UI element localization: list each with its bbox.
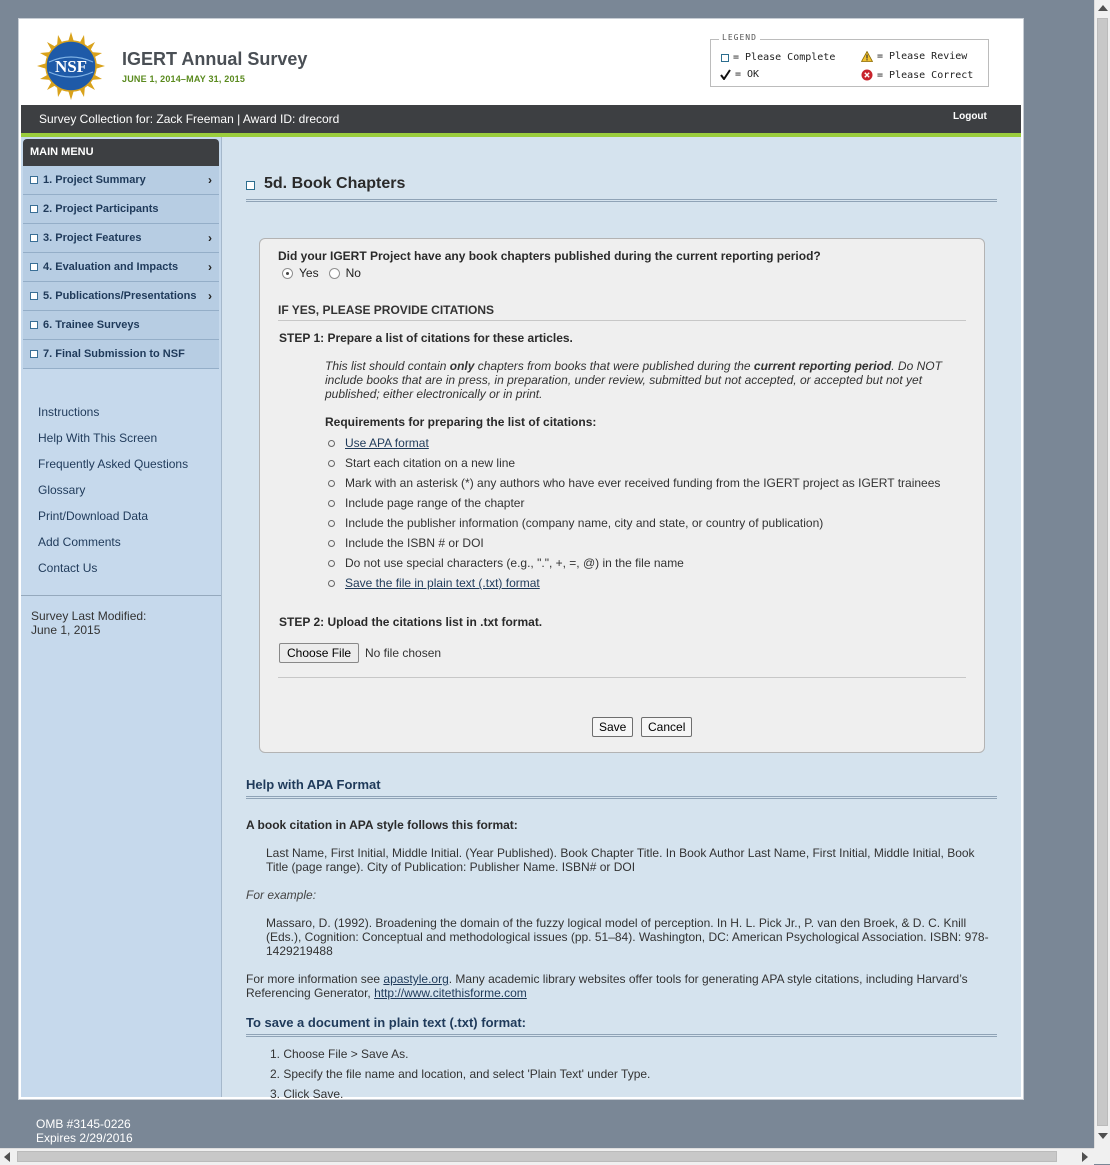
help-apa-subtitle: A book citation in APA style follows this format: xyxy=(246,818,518,832)
status-checkbox-icon xyxy=(30,205,38,213)
link-add-comments[interactable]: Add Comments xyxy=(38,535,121,549)
main-menu xyxy=(23,166,219,369)
requirements-list xyxy=(328,433,940,593)
status-checkbox-icon xyxy=(30,321,38,329)
requirements-heading: Requirements for preparing the list of citations: xyxy=(325,415,597,429)
sidebar xyxy=(21,137,222,1097)
main-content xyxy=(222,137,1021,1101)
bullet-icon xyxy=(328,560,335,567)
legend xyxy=(710,33,989,87)
divider xyxy=(278,677,966,678)
citation-instructions: This list should contain only chapters from books that were published during the current reporting period. Do NOT include books that are in press, in preparation, under review, submitted but not accepted, or accepted but not yet published; either electronically or in print. xyxy=(325,359,942,401)
book-chapters-form xyxy=(259,238,985,753)
link-faq[interactable]: Frequently Asked Questions xyxy=(38,457,189,471)
legend-please-complete-label: = Please Complete xyxy=(733,52,836,63)
survey-period: JUNE 1, 2014–MAY 31, 2015 xyxy=(122,74,246,84)
chevron-right-icon: › xyxy=(208,289,212,303)
status-checkbox-icon xyxy=(30,292,38,300)
link-help-with-this-screen[interactable]: Help With This Screen xyxy=(38,431,158,445)
cancel-button[interactable]: Cancel xyxy=(641,717,692,737)
menu-item-label: 6. Trainee Surveys xyxy=(43,319,140,331)
chevron-right-icon: › xyxy=(208,173,212,187)
scroll-down-icon[interactable] xyxy=(1098,1133,1108,1139)
legend-please-complete xyxy=(721,52,835,63)
save-button[interactable]: Save xyxy=(592,717,633,737)
chevron-right-icon: › xyxy=(208,231,212,245)
scroll-left-icon[interactable] xyxy=(4,1152,10,1162)
legend-ok-label: = OK xyxy=(735,69,760,80)
status-checkbox-icon xyxy=(30,350,38,358)
last-modified xyxy=(31,609,146,637)
legend-please-correct-label: = Please Correct xyxy=(877,69,974,81)
radio-no-label[interactable]: No xyxy=(345,266,361,280)
menu-item-label: 4. Evaluation and Impacts xyxy=(43,261,179,273)
save-title-underline xyxy=(246,1034,997,1037)
save-plain-text-title: To save a document in plain text (.txt) format: xyxy=(246,1015,527,1030)
apa-format-link[interactable]: Use APA format xyxy=(345,436,429,450)
legend-please-review-label: = Please Review xyxy=(877,51,968,62)
plain-text-format-link[interactable]: Save the file in plain text (.txt) format xyxy=(345,576,540,590)
main-menu-header: MAIN MENU xyxy=(23,139,219,166)
list-item: Include page range of the chapter xyxy=(328,493,940,513)
scroll-right-icon[interactable] xyxy=(1082,1152,1088,1162)
menu-item-label: 3. Project Features xyxy=(43,232,142,244)
error-icon xyxy=(861,69,873,81)
bullet-icon xyxy=(328,480,335,487)
horizontal-scrollbar[interactable] xyxy=(0,1148,1094,1165)
bullet-icon xyxy=(328,580,335,587)
help-apa-title: Help with APA Format xyxy=(246,777,381,792)
list-item: Include the publisher information (company name, city and state, or country of publication) xyxy=(328,513,940,533)
menu-item-project-features[interactable] xyxy=(23,224,219,253)
menu-item-project-summary[interactable] xyxy=(23,166,219,195)
survey-collection-info: Survey Collection for: Zack Freeman | Award ID: drecord xyxy=(39,112,340,126)
link-instructions[interactable]: Instructions xyxy=(38,405,100,419)
section-title xyxy=(246,175,405,193)
page-header xyxy=(21,21,1021,105)
last-modified-date: June 1, 2015 xyxy=(31,623,101,637)
choose-file-button[interactable]: Choose File xyxy=(279,643,359,663)
menu-item-label: 2. Project Participants xyxy=(43,203,159,215)
scrollbar-thumb[interactable] xyxy=(1097,18,1108,1126)
sidebar-links xyxy=(38,405,188,587)
yes-no-radio-group xyxy=(282,266,361,280)
list-item: 2. Specify the file name and location, and select 'Plain Text' under Type. xyxy=(270,1067,651,1081)
link-print-download-data[interactable]: Print/Download Data xyxy=(38,509,149,523)
apa-example-citation: Massaro, D. (1992). Broadening the domain of the fuzzy logical model of perception. In H. L. Pick Jr., P. van den Broek, & D. C. Knill (Eds.), Cognition: Conceptual and methodological issues (pp. 51–84). Washington, DC: American Psychological Association. ISBN: 978-1429219488 xyxy=(266,916,989,958)
step1-heading: STEP 1: Prepare a list of citations for these articles. xyxy=(279,331,573,345)
list-item: Include the ISBN # or DOI xyxy=(328,533,940,553)
sidebar-divider xyxy=(21,595,221,596)
more-information: For more information see apastyle.org. Many academic library websites offer tools for generating APA style citations, including Harvard’s Referencing Generator, http://www.citethisforme.com xyxy=(246,972,968,1000)
status-checkbox-icon xyxy=(30,263,38,271)
publication-question: Did your IGERT Project have any book chapters published during the current reporting period? xyxy=(278,249,821,263)
radio-yes[interactable] xyxy=(282,268,293,279)
legend-please-correct xyxy=(861,69,973,81)
scroll-up-icon[interactable] xyxy=(1098,5,1108,11)
apastyle-link[interactable]: apastyle.org xyxy=(383,972,449,986)
list-item xyxy=(328,433,940,453)
list-item: 3. Click Save. xyxy=(270,1087,344,1101)
app-title: IGERT Annual Survey xyxy=(122,49,308,69)
radio-yes-label[interactable]: Yes xyxy=(299,266,319,280)
legend-title: LEGEND xyxy=(719,33,760,42)
section-title-underline xyxy=(246,199,997,202)
step2-heading: STEP 2: Upload the citations list in .txt format. xyxy=(279,615,543,629)
menu-item-label: 5. Publications/Presentations xyxy=(43,290,197,302)
menu-item-publications-presentations[interactable] xyxy=(23,282,219,311)
if-yes-heading: IF YES, PLEASE PROVIDE CITATIONS xyxy=(278,303,495,317)
list-item: Do not use special characters (e.g., ".", +, =, @) in the file name xyxy=(328,553,940,573)
bullet-icon xyxy=(328,540,335,547)
apa-format-description: Last Name, First Initial, Middle Initial. (Year Published). Book Chapter Title. In Book Author Last Name, First Initial, Middle Initial, Book Title (page range). City of Publication: Publisher Name. ISBN# or DOI xyxy=(266,846,975,874)
link-glossary[interactable]: Glossary xyxy=(38,483,86,497)
scrollbar-thumb[interactable] xyxy=(17,1151,1057,1162)
menu-item-evaluation-and-impacts[interactable] xyxy=(23,253,219,282)
list-item: 1. Choose File > Save As. xyxy=(270,1047,409,1061)
top-navbar xyxy=(21,105,1021,133)
warning-icon xyxy=(861,51,873,62)
incomplete-checkbox-icon xyxy=(721,54,729,62)
checkmark-icon xyxy=(720,69,731,80)
list-item xyxy=(328,573,940,593)
chevron-right-icon: › xyxy=(208,260,212,274)
divider xyxy=(278,320,966,321)
save-steps-list xyxy=(270,1047,650,1107)
scrollbar-corner xyxy=(1094,1148,1110,1164)
bullet-icon xyxy=(328,520,335,527)
bullet-icon xyxy=(328,500,335,507)
omb-number: OMB #3145-0226 xyxy=(36,1117,131,1131)
vertical-scrollbar[interactable] xyxy=(1094,0,1110,1148)
legend-please-review xyxy=(861,51,967,62)
citethisforme-link[interactable]: http://www.citethisforme.com xyxy=(374,986,527,1000)
omb-footer xyxy=(36,1117,133,1145)
menu-item-final-submission[interactable] xyxy=(23,340,219,369)
omb-expires: Expires 2/29/2016 xyxy=(36,1131,133,1145)
list-item: Mark with an asterisk (*) any authors who have ever received funding from the IGERT project as IGERT trainees xyxy=(328,473,940,493)
nsf-logo xyxy=(37,32,105,100)
bullet-icon xyxy=(328,460,335,467)
status-checkbox-icon xyxy=(246,181,255,190)
status-checkbox-icon xyxy=(30,234,38,242)
menu-item-label: 1. Project Summary xyxy=(43,174,146,186)
last-modified-label: Survey Last Modified: xyxy=(31,609,147,623)
radio-no[interactable] xyxy=(329,268,340,279)
nsf-logo-text: NSF xyxy=(54,57,88,76)
menu-item-project-participants[interactable] xyxy=(23,195,219,224)
logout-link[interactable]: Logout xyxy=(953,111,987,122)
status-checkbox-icon xyxy=(30,176,38,184)
bullet-icon xyxy=(328,440,335,447)
file-status: No file chosen xyxy=(365,646,442,660)
survey-page xyxy=(18,18,1024,1100)
legend-ok xyxy=(720,69,759,80)
help-title-underline xyxy=(246,796,997,799)
for-example-label: For example: xyxy=(246,888,317,902)
list-item: Start each citation on a new line xyxy=(328,453,940,473)
section-title-text: 5d. Book Chapters xyxy=(264,175,406,192)
link-contact-us[interactable]: Contact Us xyxy=(38,561,98,575)
menu-item-trainee-surveys[interactable] xyxy=(23,311,219,340)
menu-item-label: 7. Final Submission to NSF xyxy=(43,348,185,360)
